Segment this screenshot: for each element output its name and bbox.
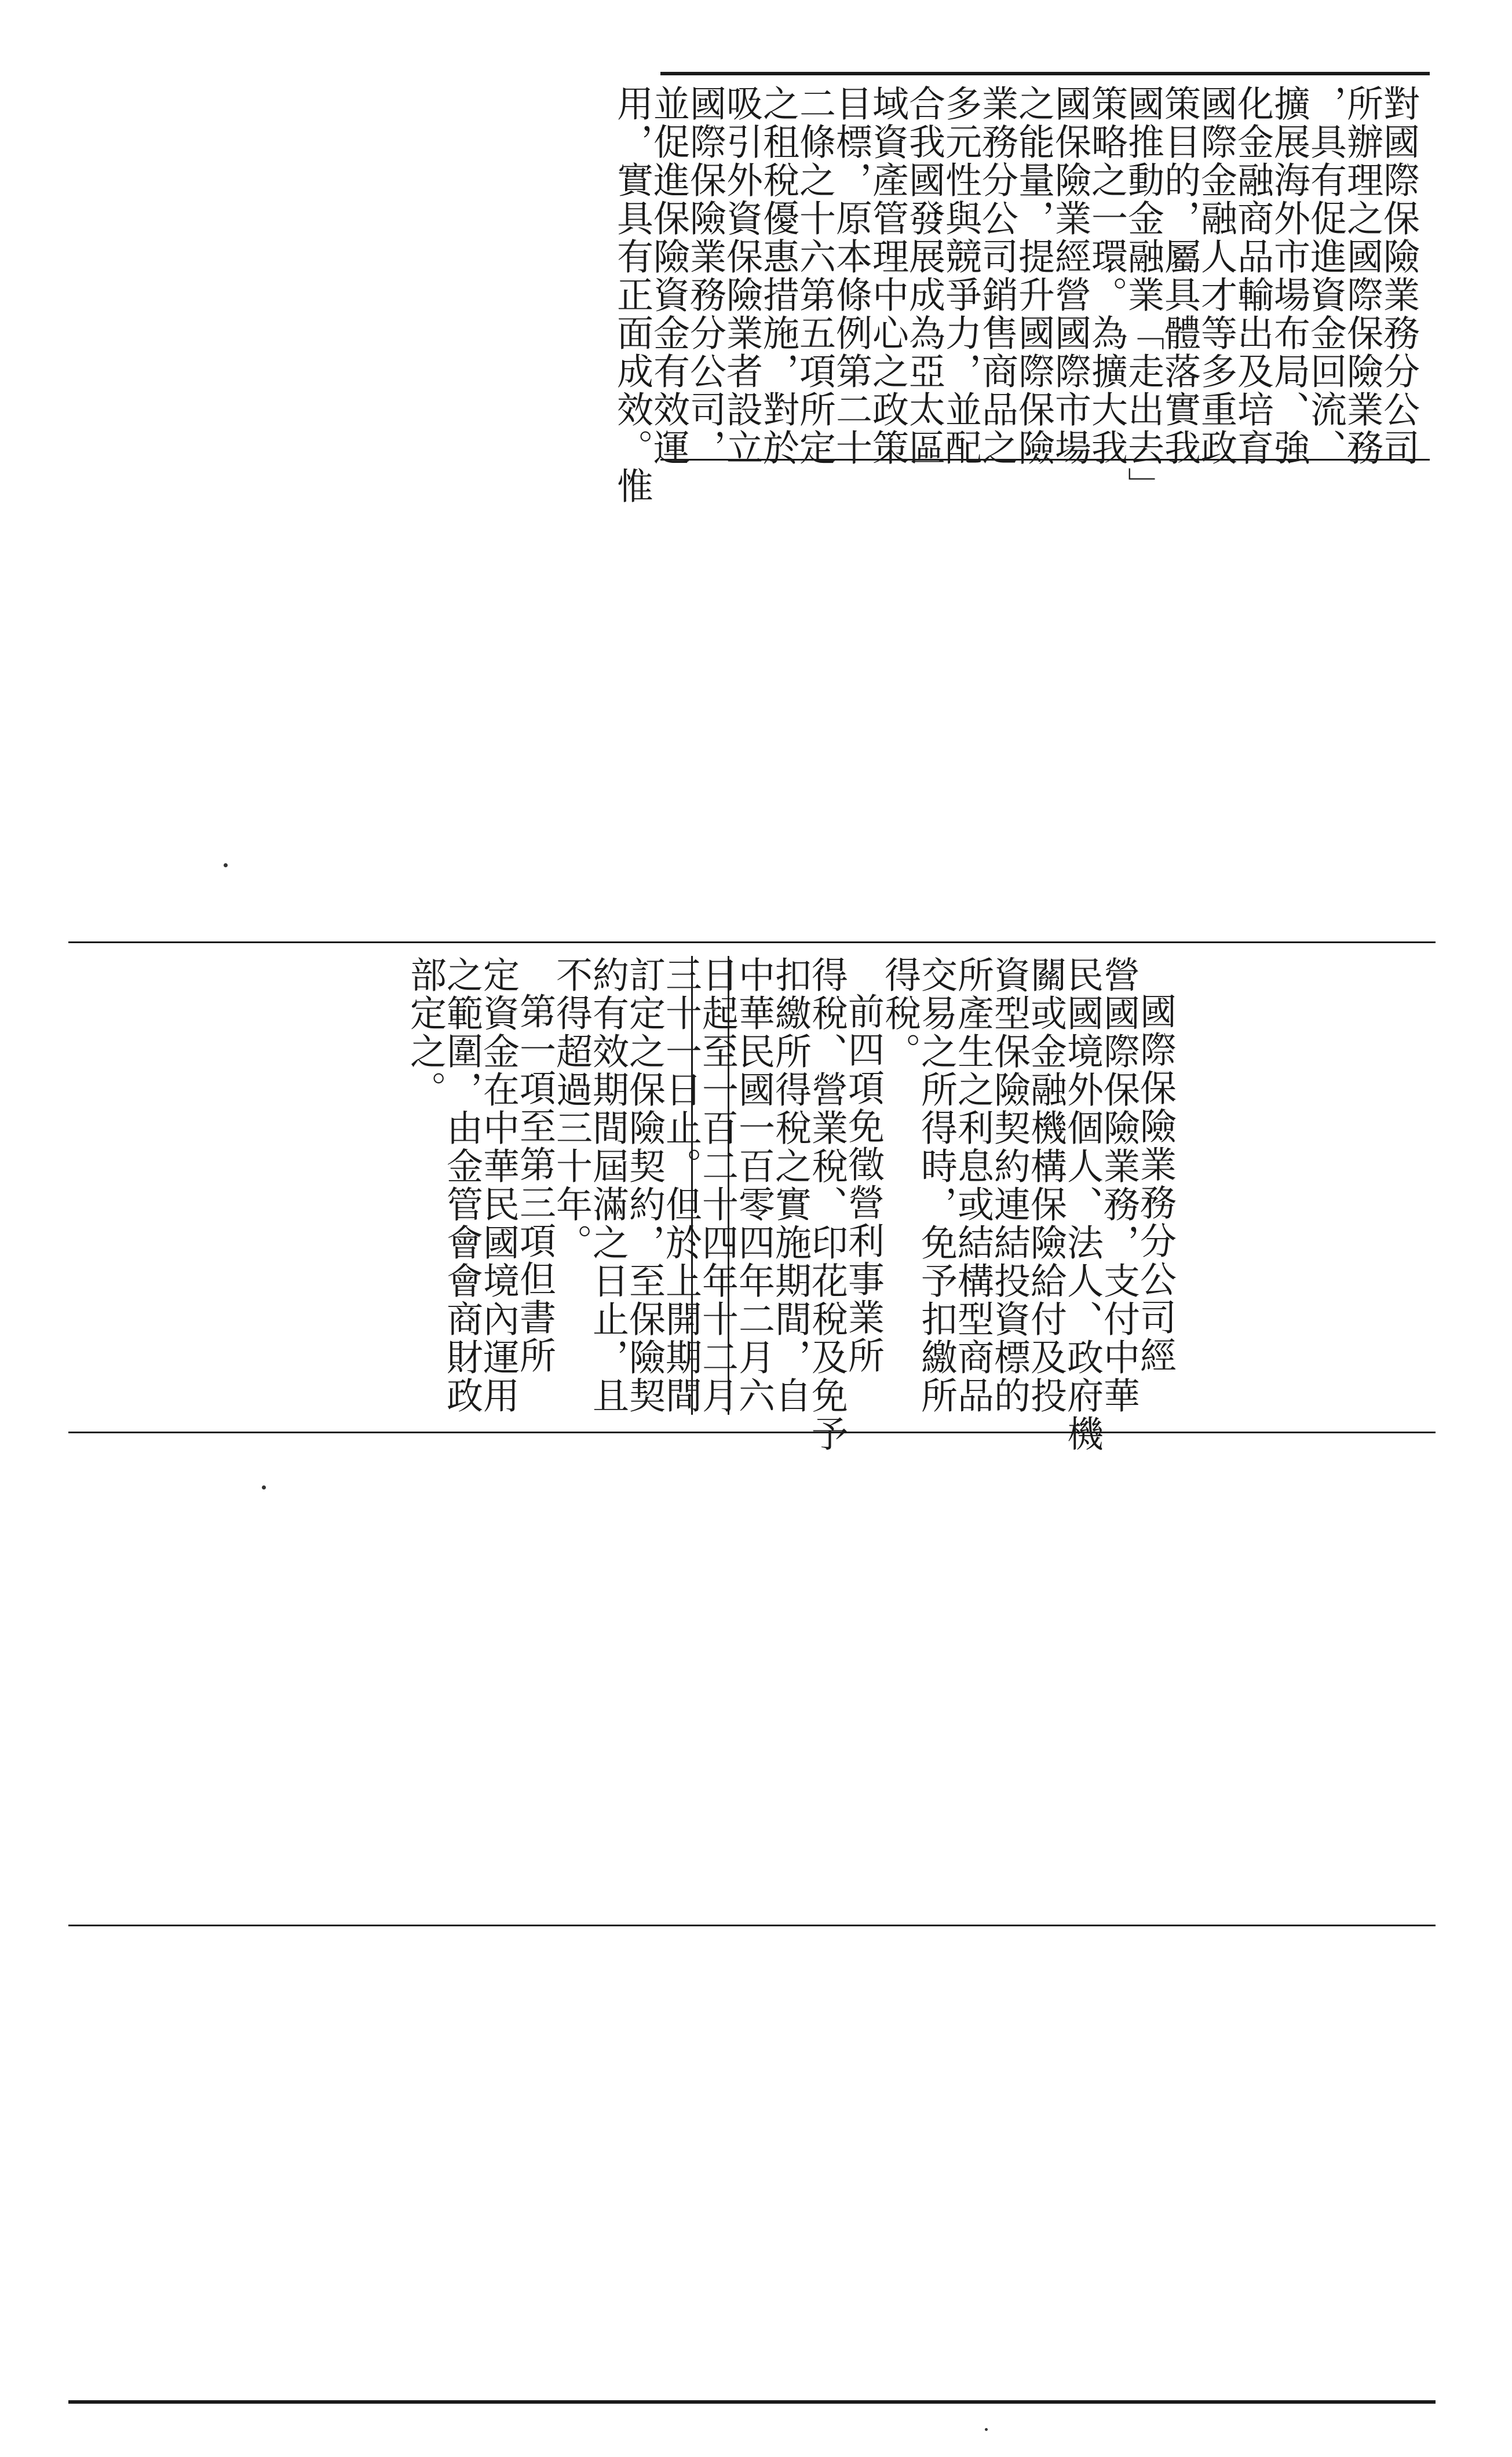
middle-line-10: 得稅、營業稅、印花稅及免予: [806, 956, 848, 1453]
middle-line-17: 不得超過三十年。: [550, 956, 593, 1262]
middle-line-21: 部定之。: [404, 956, 447, 1109]
upper-line-12: 業務分公司銷售商品之: [976, 85, 1018, 467]
upper-line-3: ，具有促進資金回流、: [1305, 85, 1347, 467]
middle-text-block: [404, 956, 1177, 1453]
upper-text-block: [611, 85, 1420, 505]
middle-line-5: 資型保險契約連結投資標的: [988, 956, 1031, 1415]
upper-line-6: 國際金融人才等多重政: [1195, 85, 1237, 467]
upper-line-2: 所辦理之國際保險業務: [1341, 85, 1383, 467]
upper-line-9: 策略之一環。為擴大我: [1086, 85, 1128, 467]
upper-line-19: 吸引外資保險業者設立: [721, 85, 763, 467]
middle-line-20: 之範圍，由金管會會商財政: [441, 956, 483, 1415]
upper-line-18: 之租稅優惠措施，對於: [757, 85, 799, 467]
upper-line-1: 對國際保險業務分公司: [1378, 85, 1420, 467]
upper-line-13: 多元性與競爭力，並配: [940, 85, 982, 467]
middle-line-16: 約有效期間屆滿之日止，且: [587, 956, 629, 1415]
middle-line-1: 國際保險業務分公司經: [1134, 992, 1177, 1375]
upper-block-top-rule: [660, 72, 1430, 75]
middle-block-bottom-rule: [68, 1432, 1436, 1433]
middle-line-3: 民國境外個人、法人、政府機: [1061, 956, 1104, 1453]
upper-line-10: 國保險業經營國際市場: [1049, 85, 1091, 467]
upper-line-16: 目標，原本條例第二十: [830, 85, 872, 467]
upper-line-20: 國際保險業務分公司，: [684, 85, 726, 467]
middle-line-12-underlined: 中華民國一百零四年二月六: [733, 956, 775, 1415]
scan-speck: [262, 1485, 266, 1489]
upper-line-22: 用，實具有正面成效。惟: [611, 85, 653, 505]
middle-line-19: 定資金在中華民國境內運用: [477, 956, 520, 1415]
middle-line-4: 關或金融機構保險給付及投: [1025, 956, 1067, 1415]
middle-block-top-rule: [68, 941, 1436, 943]
upper-line-15: 域資產管理中心之政策: [867, 85, 909, 467]
upper-line-7: 策目的，屬具體落實我: [1159, 85, 1201, 467]
scan-speck: [224, 863, 228, 867]
lower-block-top-rule: [68, 1925, 1436, 1926]
upper-line-11: 之能量，提升國際保險: [1013, 85, 1055, 467]
upper-line-17: 二條之十六第五項所定: [794, 85, 836, 467]
middle-line-11: 扣繳所得稅之實施期間，自: [769, 956, 812, 1415]
middle-line-18: 第一項至第三項但書所: [514, 992, 556, 1375]
middle-line-2: 營國際保險業務，支付中華: [1098, 956, 1140, 1415]
upper-line-14: 合我國發展成為亞太區: [903, 85, 945, 467]
page-bottom-rule: [68, 2400, 1436, 2404]
upper-line-8: 國推動金融業「走出去」: [1122, 85, 1164, 505]
upper-line-21: 並促進保險資金有效運: [648, 85, 690, 467]
upper-line-5: 化金融商品輸出及培育: [1232, 85, 1274, 467]
middle-line-7: 交易之所得時，免予扣繳所: [915, 956, 958, 1415]
middle-line-9: 前四項免徵營利事業所: [842, 992, 885, 1375]
middle-line-8: 得稅。: [879, 956, 921, 1071]
middle-line-13-underlined: 日起至一百二十四年十二月: [696, 956, 739, 1415]
upper-line-4: 擴展海外市場布局、強: [1268, 85, 1310, 467]
middle-line-6: 所產生之利息或結構型商品: [952, 956, 994, 1415]
middle-line-15: 訂定之保險契約，至保險契: [623, 956, 666, 1415]
scan-speck: [985, 2428, 988, 2431]
middle-line-14: 三十一日止。但於上開期間: [660, 956, 702, 1415]
